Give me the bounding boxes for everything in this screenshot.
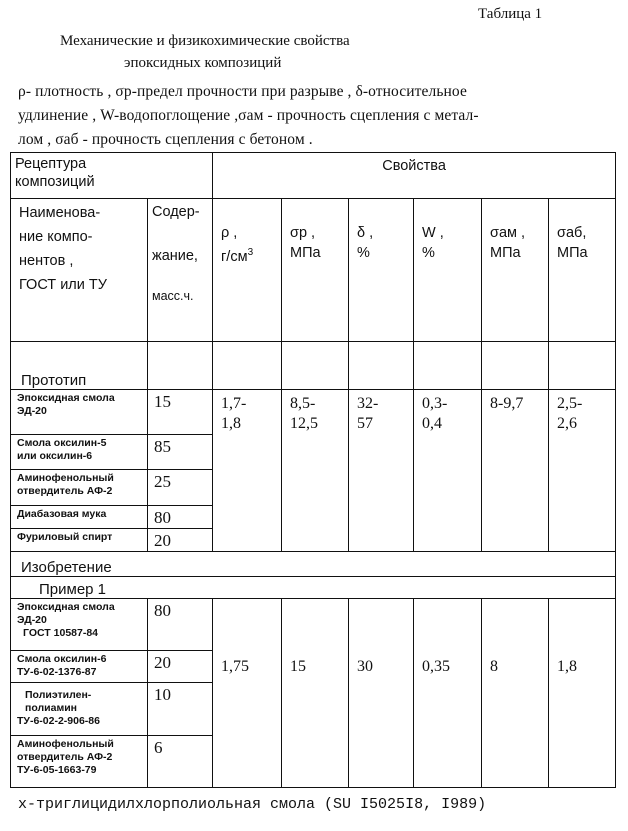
component-line: полиамин bbox=[25, 702, 78, 715]
footer-note: х-триглицидилхлорполиольная смола (SU I5025I8, I989) bbox=[18, 796, 487, 813]
component-name bbox=[11, 528, 148, 551]
component-name bbox=[11, 683, 148, 735]
component-name bbox=[11, 599, 148, 651]
name-header-line: ГОСТ или ТУ bbox=[19, 277, 107, 294]
table-title-line1: Механические и физикохимические свойства bbox=[60, 33, 350, 49]
col-symbol: ρ , bbox=[221, 225, 238, 242]
component-line: Фуриловый спирт bbox=[17, 530, 113, 543]
example-label: Пример 1 bbox=[11, 576, 616, 598]
col-unit: МПа bbox=[557, 245, 588, 262]
component-line: отвердитель АФ-2 bbox=[17, 750, 113, 763]
col-symbol: σам , bbox=[490, 225, 526, 242]
value-line: 2,5- bbox=[557, 395, 583, 413]
col-header-concrete-adhesion bbox=[549, 199, 616, 342]
component-qty: 25 bbox=[148, 470, 213, 505]
value-line: 0,4 bbox=[422, 415, 443, 433]
table-title-line2: эпоксидных композиций bbox=[124, 55, 282, 71]
component-name bbox=[11, 505, 148, 528]
value-line: 1,8 bbox=[221, 415, 242, 433]
col-header-elongation bbox=[349, 199, 414, 342]
col-unit: г/см bbox=[221, 249, 248, 266]
legend-line3: лом , σаб - прочность сцепления с бетоном . bbox=[18, 131, 313, 148]
col-symbol: δ , bbox=[357, 225, 374, 242]
component-line: ГОСТ 10587-84 bbox=[23, 627, 99, 639]
concrete-adhesion-value bbox=[549, 390, 616, 552]
name-header-line: ние компо- bbox=[19, 229, 93, 246]
component-name bbox=[11, 390, 148, 435]
col-header-water-absorption bbox=[414, 199, 482, 342]
tensile-value: 15 bbox=[282, 599, 349, 788]
recipe-header-line2: композиций bbox=[15, 174, 95, 190]
prototype-label: Прототип bbox=[11, 341, 148, 389]
component-line: Смола оксилин-5 bbox=[17, 437, 107, 450]
water-absorption-value bbox=[414, 390, 482, 552]
value-line: 8-9,7 bbox=[490, 395, 524, 413]
component-qty: 20 bbox=[148, 651, 213, 683]
col-header-density bbox=[213, 199, 282, 342]
invention-label: Изобретение bbox=[11, 551, 616, 576]
value-line: 2,6 bbox=[557, 415, 578, 433]
tensile-value bbox=[282, 390, 349, 552]
legend-line1: ρ- плотность , σр-предел прочности при разрыве , δ-относительное bbox=[18, 83, 467, 100]
component-line: Смола оксилин-6 bbox=[17, 653, 107, 666]
value-line: 12,5 bbox=[290, 415, 319, 433]
recipe-header bbox=[11, 153, 213, 199]
component-line: ЭД-20 bbox=[17, 405, 47, 418]
component-line: ЭД-20 bbox=[17, 614, 47, 626]
value-line: 0,3- bbox=[422, 395, 448, 413]
density-value bbox=[213, 390, 282, 552]
qty-header-line: Содер- bbox=[152, 204, 200, 221]
metal-adhesion-value bbox=[482, 390, 549, 552]
col-unit: % bbox=[357, 245, 370, 262]
component-line: Диабазовая мука bbox=[17, 507, 107, 520]
component-qty: 10 bbox=[148, 683, 213, 735]
qty-header bbox=[148, 199, 213, 342]
component-qty: 20 bbox=[148, 528, 213, 551]
component-name bbox=[11, 470, 148, 505]
value-line: 57 bbox=[357, 415, 374, 433]
component-qty: 80 bbox=[148, 505, 213, 528]
component-line: Аминофенольный bbox=[17, 737, 114, 750]
component-line: ТУ-6-02-2-906-86 bbox=[17, 715, 100, 728]
density-value: 1,75 bbox=[213, 599, 282, 788]
component-line: ТУ-6-02-1376-87 bbox=[17, 666, 97, 679]
component-line: отвердитель АФ-2 bbox=[17, 485, 113, 498]
component-line: Аминофенольный bbox=[17, 472, 114, 485]
name-header-line: нентов , bbox=[19, 253, 74, 270]
concrete-adhesion-value: 1,8 bbox=[549, 599, 616, 788]
water-absorption-value: 0,35 bbox=[414, 599, 482, 788]
component-name bbox=[11, 735, 148, 787]
col-header-tensile bbox=[282, 199, 349, 342]
qty-header-line: масс.ч. bbox=[152, 289, 194, 304]
col-unit: МПа bbox=[490, 245, 521, 262]
component-line: или оксилин-6 bbox=[17, 450, 93, 463]
component-qty: 80 bbox=[148, 599, 213, 651]
component-line: Эпоксидная смола bbox=[17, 392, 115, 405]
metal-adhesion-value: 8 bbox=[482, 599, 549, 788]
component-name bbox=[11, 651, 148, 683]
qty-header-line: жание, bbox=[152, 248, 198, 265]
name-header-line: Наименова- bbox=[19, 205, 101, 222]
component-qty: 85 bbox=[148, 435, 213, 470]
component-line: Полиэтилен- bbox=[25, 689, 92, 702]
col-symbol: W , bbox=[422, 225, 444, 242]
value-line: 8,5- bbox=[290, 395, 316, 413]
component-name bbox=[11, 435, 148, 470]
col-unit: % bbox=[422, 245, 435, 262]
elongation-value bbox=[349, 390, 414, 552]
col-symbol: σаб, bbox=[557, 225, 587, 242]
legend-line2: удлинение , W-водопоглощение ,σам - прочность сцепления с метал- bbox=[18, 107, 479, 124]
properties-header: Свойства bbox=[213, 153, 616, 199]
component-qty: 15 bbox=[148, 390, 213, 435]
recipe-header-line1: Рецептура bbox=[15, 156, 87, 172]
component-qty: 6 bbox=[148, 735, 213, 787]
value-line: 1,7- bbox=[221, 395, 247, 413]
properties-table bbox=[10, 152, 616, 788]
col-unit: МПа bbox=[290, 245, 321, 262]
col-unit-sup: 3 bbox=[247, 247, 254, 259]
value-line: 32- bbox=[357, 395, 379, 413]
elongation-value: 30 bbox=[349, 599, 414, 788]
name-header bbox=[11, 199, 148, 342]
component-line: Эпоксидная смола bbox=[17, 601, 115, 613]
col-symbol: σр , bbox=[290, 225, 316, 242]
table-number: Таблица 1 bbox=[478, 6, 543, 22]
col-header-metal-adhesion bbox=[482, 199, 549, 342]
component-line: ТУ-6-05-1663-79 bbox=[17, 763, 97, 776]
